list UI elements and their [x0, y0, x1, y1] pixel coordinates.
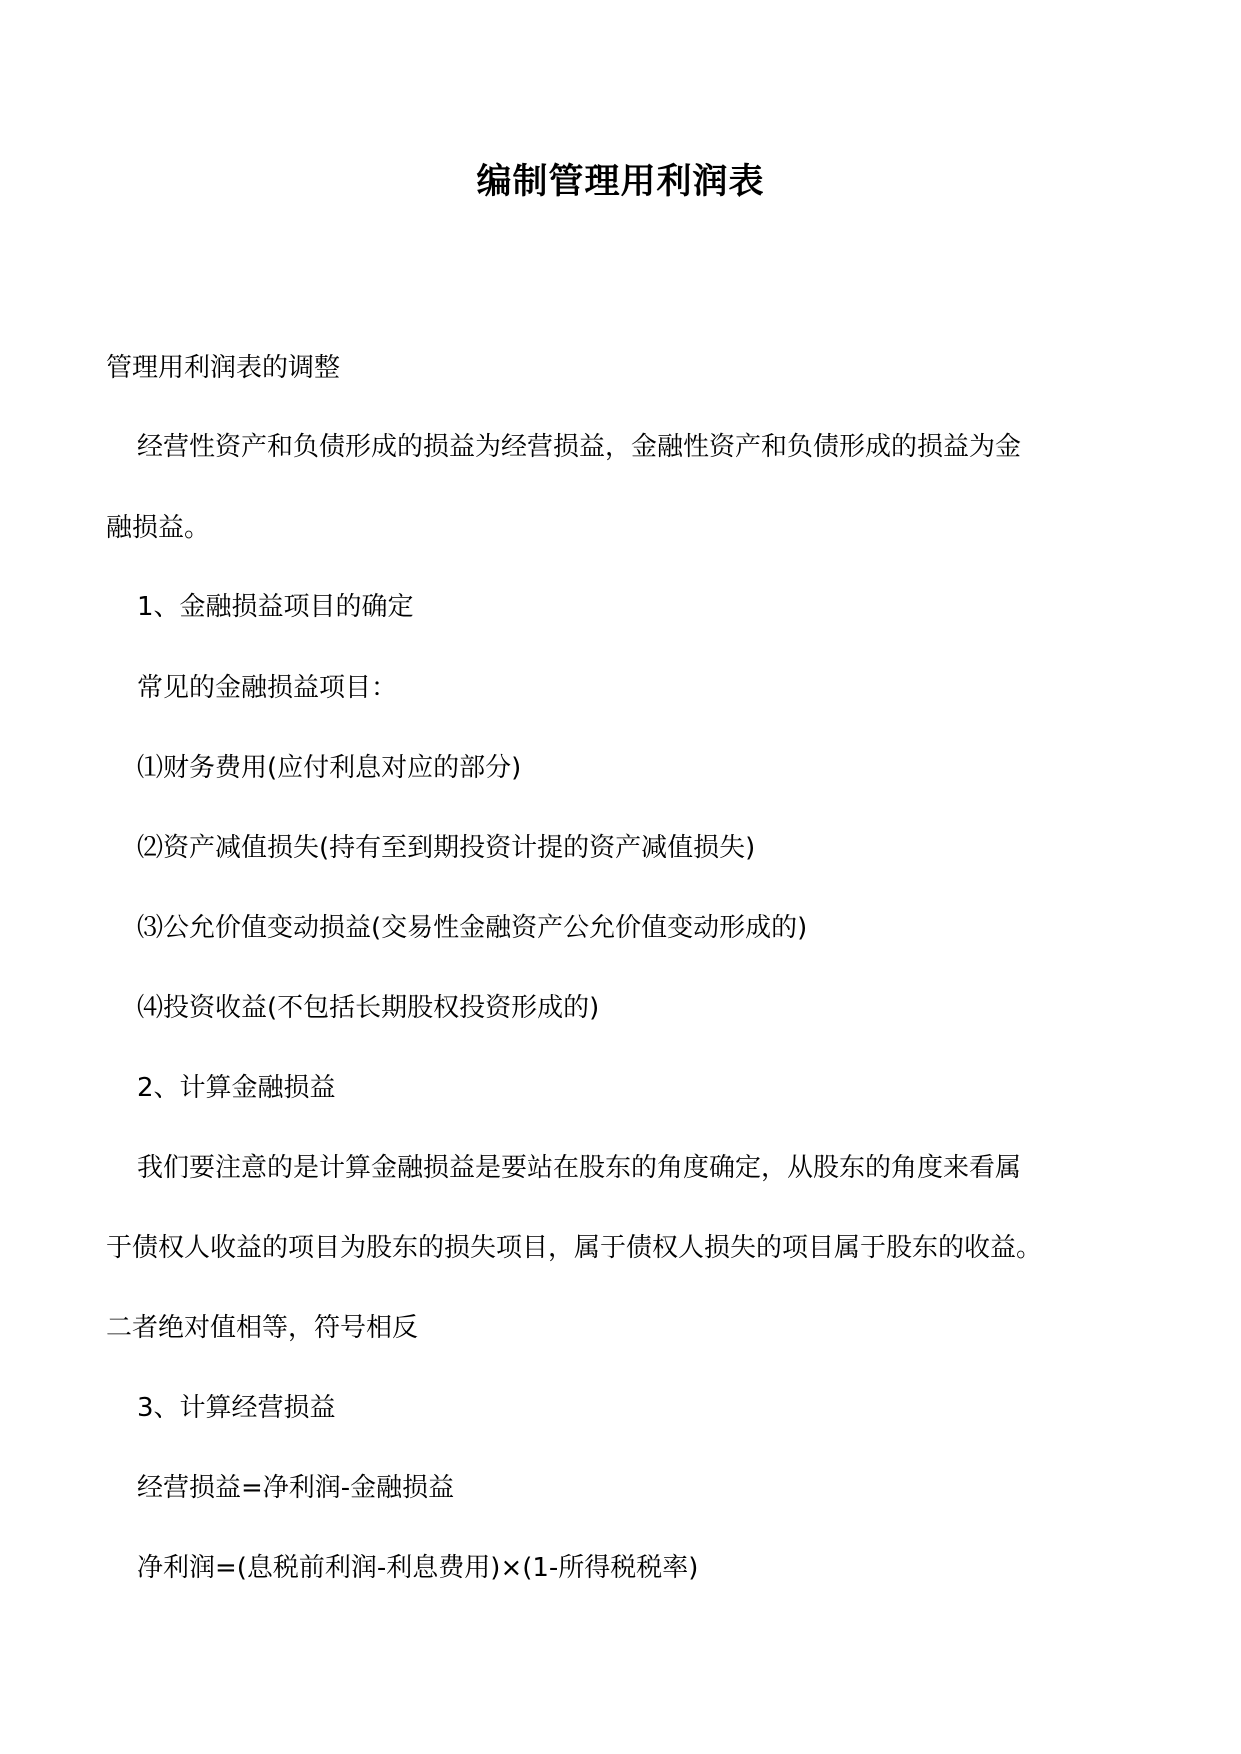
paragraph-line: 二者绝对值相等，符号相反 — [106, 1313, 419, 1343]
numbered-heading: 3、计算经营损益 — [137, 1393, 336, 1423]
list-item: ⑶公允价值变动损益(交易性金融资产公允价值变动形成的) — [137, 913, 808, 943]
numbered-heading: 1、金融损益项目的确定 — [137, 592, 414, 622]
list-item: ⑷投资收益(不包括长期股权投资形成的) — [137, 993, 600, 1023]
paragraph-line: 于债权人收益的项目为股东的损失项目，属于债权人损失的项目属于股东的收益。 — [106, 1233, 1043, 1263]
numbered-heading: 2、计算金融损益 — [137, 1073, 336, 1103]
document-title: 编制管理用利润表 — [476, 162, 765, 202]
paragraph-line: 我们要注意的是计算金融损益是要站在股东的角度确定，从股东的角度来看属 — [137, 1153, 1022, 1183]
section-heading: 管理用利润表的调整 — [106, 353, 341, 383]
paragraph-line: 常见的金融损益项目： — [137, 673, 398, 703]
paragraph-line: 经营性资产和负债形成的损益为经营损益，金融性资产和负债形成的损益为金 — [137, 432, 1022, 462]
list-item: ⑵资产减值损失(持有至到期投资计提的资产减值损失) — [137, 833, 756, 863]
paragraph-line: 融损益。 — [106, 513, 211, 543]
formula-line: 净利润=(息税前利润-利息费用)×(1-所得税税率) — [137, 1553, 699, 1583]
formula-line: 经营损益=净利润-金融损益 — [137, 1473, 455, 1503]
list-item: ⑴财务费用(应付利息对应的部分) — [137, 753, 522, 783]
